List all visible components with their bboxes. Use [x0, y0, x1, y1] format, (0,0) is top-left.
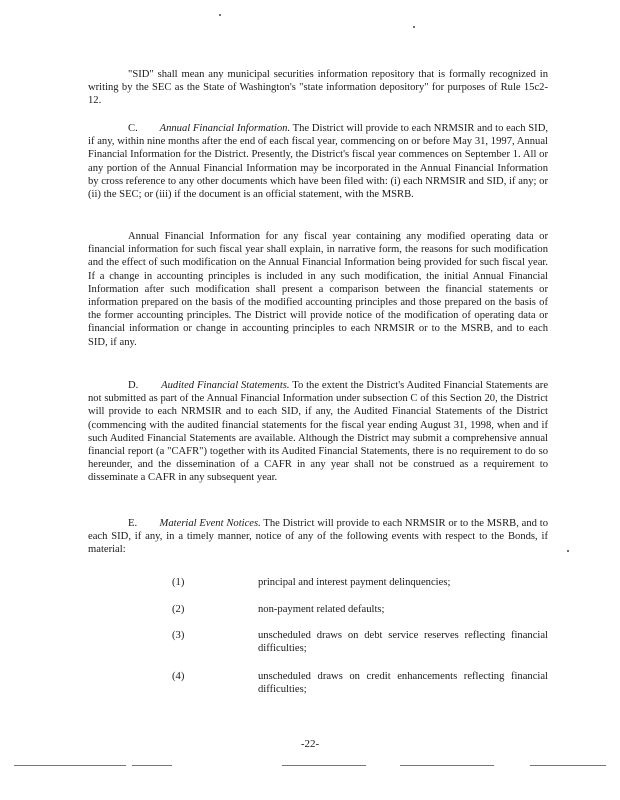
page-number: -22-	[300, 738, 320, 750]
paragraph-c-letter: C.	[128, 123, 138, 134]
paragraph-d-audited-financial-statements	[88, 379, 548, 485]
paragraph-e-body: The District will provide to each NRMSIR or to the MSRB, and to each SID, if any, in a timely manner, notice of any of the following events with respect to the Bonds, if material:	[88, 518, 548, 556]
paragraph-c-body: The District will provide to each NRMSIR and to each SID, if any, within nine months after the end of each fiscal year, commencing on or before May 31, 1997, Annual Financial Information for the District. Presently, the District's fiscal year commences on September 1. All or any portion of the Annual Financial Information may be incorporated in the Annual Financial Information by cross reference to any other documents which have been filed with: (i) each NRMSIR and SID, if any; or (ii) the SEC; or (iii) if the document is an official statement, with the MSRB.	[88, 123, 549, 201]
event-text: unscheduled draws on debt service reserves reflecting financial difficulties;	[258, 630, 548, 655]
footer-rule	[530, 765, 606, 766]
footer-rule	[282, 765, 366, 766]
paragraph-e-letter: E.	[128, 518, 138, 529]
paragraph-c-heading: Annual Financial Information.	[159, 123, 291, 134]
paragraph-d-heading: Audited Financial Statements.	[161, 380, 290, 391]
paragraph-modified-information: Annual Financial Information for any fiscal year containing any modified operating data or financial information for such fiscal year shall explain, in narrative form, the reasons for such modification and the effect of such modification on the Annual Financial Information being provided for such fiscal year. If a change in accounting principles is included in any such modification, the initial Annual Financial Information after such modification shall present a comparison between the financial statements or information prepared on the basis of the modified accounting principles and those prepared on the basis of the former accounting principles. The District will provide notice of the modification of operating data or financial information or change in accounting principles to each NRMSIR or to the MSRB, and to each SID, if any.	[88, 231, 548, 348]
paragraph-d-letter: D.	[128, 380, 139, 391]
event-number: (2)	[172, 604, 185, 615]
event-text: unscheduled draws on credit enhancements reflecting financial difficulties;	[258, 671, 548, 696]
paragraph-c-annual-financial-information	[88, 122, 548, 201]
paragraph-e-heading: Material Event Notices.	[159, 518, 261, 529]
scan-speck	[567, 550, 569, 552]
footer-rule	[132, 765, 172, 766]
event-text: non-payment related defaults;	[258, 604, 385, 615]
event-number: (4)	[172, 671, 185, 682]
scan-speck	[219, 14, 221, 16]
footer-rule	[14, 765, 126, 766]
event-number: (3)	[172, 630, 185, 641]
event-number: (1)	[172, 577, 185, 588]
paragraph-sid-definition: "SID" shall mean any municipal securities information repository that is formally recognized in writing by the SEC as the State of Washington's "state information depository" for purposes of Rule 15c2-12.	[88, 69, 548, 107]
scan-speck	[413, 26, 415, 28]
paragraph-d-body: To the extent the District's Audited Financial Statements are not submitted as part of the Annual Financial Information under subsection C of this Section 20, the District will provide to each NRMSIR and to each SID, if any, the Audited Financial Statements of the District (commencing with the audited financial statements for the fiscal year ending August 31, 1998, when and if such Audited Financial Statements are available. Although the District may submit a comprehensive annual financial report (a "CAFR") together with its Audited Financial Statements, there is no requirement to do so hereunder, and the dissemination of a CAFR in any year shall not be construed as a requirement to disseminate a CAFR in any subsequent year.	[88, 380, 549, 484]
event-text: principal and interest payment delinquencies;	[258, 577, 451, 588]
paragraph-e-material-event-notices	[88, 517, 548, 557]
footer-rule	[400, 765, 494, 766]
